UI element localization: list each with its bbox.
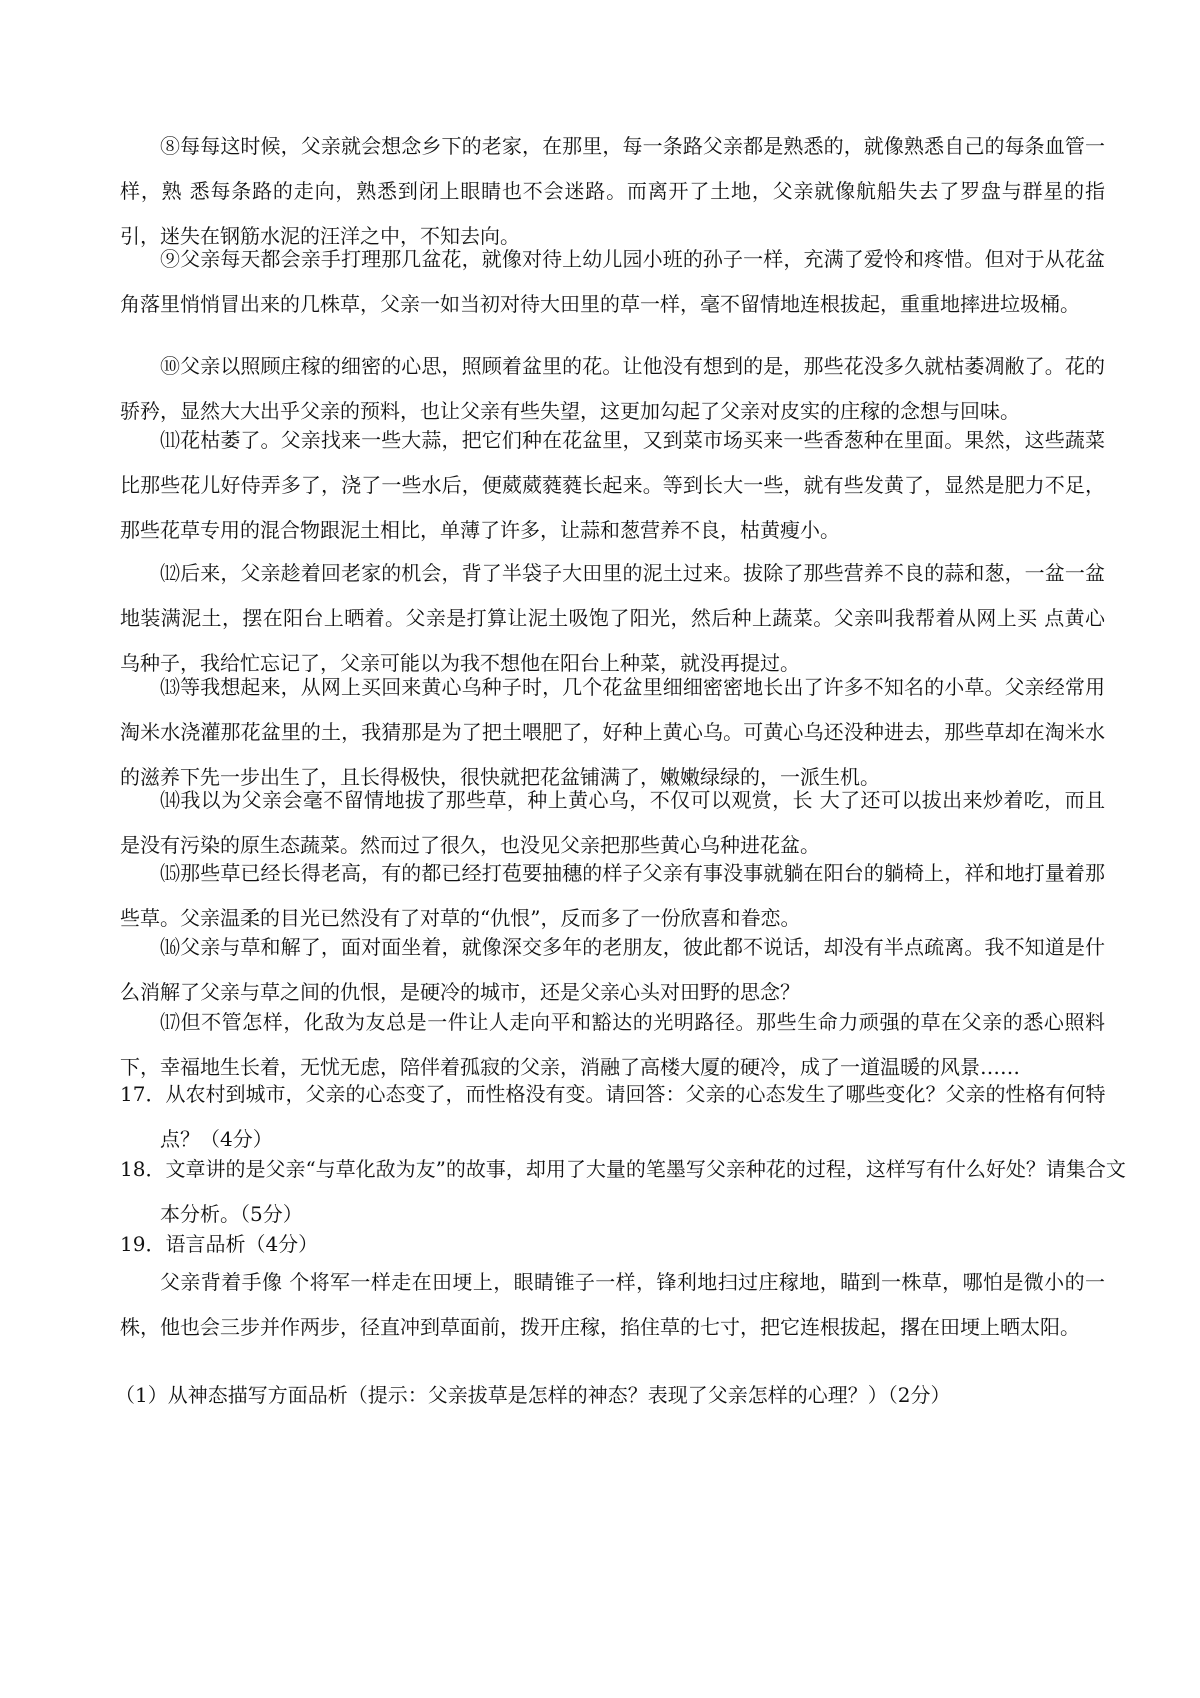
paragraph-10: ⑩父亲以照顾庄稼的细密的心思，照顾着盆里的花。让他没有想到的是，那些花没多久就枯萎凋敝了。花的骄矜，显然大大出乎父亲的预料，也让父亲有些失望，这更加勾起了父亲对皮实的庄稼的念想与回味。 [120, 354, 1105, 423]
question-19-subquestion-1: （1）从神态描写方面品析（提示：父亲拔草是怎样的神态？表现了父亲怎样的心理？）（2分） [115, 1383, 951, 1407]
paragraph-11: ⑾花枯萎了。父亲找来一些大蒜，把它们种在花盆里，又到菜市场买来一些香葱种在里面。果然，这些蔬菜比那些花儿好侍弄多了，浇了一些水后，便葳葳蕤蕤长起来。等到长大一些，就有些发黄了，显然是肥力不足，那些花草专用的混合物跟泥土相比，单薄了许多，让蒜和葱营养不良，枯黄瘦小。 [120, 428, 1105, 542]
question-19-title: 19．语言品析（4分） [120, 1232, 319, 1256]
paragraph-14: ⒁我以为父亲会毫不留情地拔了那些草，种上黄心乌，不仅可以观赏，长 大了还可以拔出来炒着吃，而且是没有污染的原生态蔬菜。然而过了很久，也没见父亲把那些黄心乌种进花盆。 [120, 788, 1105, 857]
paragraph-12: ⑿后来，父亲趁着回老家的机会，背了半袋子大田里的泥土过来。拔除了那些营养不良的蒜和葱，一盆一盆地装满泥土，摆在阳台上晒着。父亲是打算让泥土吸饱了阳光，然后种上蔬菜。父亲叫我帮着从网上买 点黄心乌种子，我给忙忘记了，父亲可能以为我不想他在阳台上种菜，就没再提过。 [120, 561, 1105, 675]
question-17: 17．从农村到城市，父亲的心态变了，而性格没有变。请回答：父亲的心态发生了哪些变化？父亲的性格有何特点？（4分） [120, 1082, 1106, 1151]
paragraph-17: ⒄但不管怎样，化敌为友总是一件让人走向平和豁达的光明路径。那些生命力顽强的草在父亲的悉心照料下，幸福地生长着，无忧无虑，陪伴着孤寂的父亲，消融了高楼大厦的硬冷，成了一道温暖的风景…… [120, 1010, 1105, 1079]
paragraph-13: ⒀等我想起来，从网上买回来黄心乌种子时，几个花盆里细细密密地长出了许多不知名的小草。父亲经常用淘米水浇灌那花盆里的土，我猜那是为了把土喂肥了，好种上黄心乌。可黄心乌还没种进去，那些草却在淘米水的滋养下先一步出生了，且长得极快，很快就把花盆铺满了，嫩嫩绿绿的，一派生机。 [120, 675, 1105, 789]
paragraph-15: ⒂那些草已经长得老高，有的都已经打苞要抽穗的样子父亲有事没事就躺在阳台的躺椅上，祥和地打量着那些草。父亲温柔的目光已然没有了对草的“仇恨”，反而多了一份欣喜和眷恋。 [120, 861, 1105, 930]
paragraph-9: ⑨父亲每天都会亲手打理那几盆花，就像对待上幼儿园小班的孙子一样，充满了爱怜和疼惜。但对于从花盆角落里悄悄冒出来的几株草，父亲一如当初对待大田里的草一样，毫不留情地连根拔起，重重地摔进垃圾桶。 [120, 247, 1105, 316]
paragraph-8: ⑧每每这时候，父亲就会想念乡下的老家，在那里，每一条路父亲都是熟悉的，就像熟悉自己的每条血管一样，熟 悉每条路的走向，熟悉到闭上眼睛也不会迷路。而离开了土地，父亲就像航船失去了罗盘与群星的指引，迷失在钢筋水泥的汪洋之中，不知去向。 [120, 134, 1105, 248]
question-18: 18．文章讲的是父亲“与草化敌为友”的故事，却用了大量的笔墨写父亲种花的过程，这样写有什么好处？请集合文本分析。（5分） [120, 1157, 1126, 1226]
question-19-passage: 父亲背着手像 个将军一样走在田埂上，眼睛锥子一样，锋利地扫过庄稼地，瞄到一株草，哪怕是微小的一株，他也会三步并作两步，径直冲到草面前，拨开庄稼，掐住草的七寸，把它连根拔起，撂在田埂上晒太阳。 [120, 1270, 1105, 1339]
paragraph-16: ⒃父亲与草和解了，面对面坐着，就像深交多年的老朋友，彼此都不说话，却没有半点疏离。我不知道是什么消解了父亲与草之间的仇恨，是硬冷的城市，还是父亲心头对田野的思念？ [120, 935, 1105, 1004]
